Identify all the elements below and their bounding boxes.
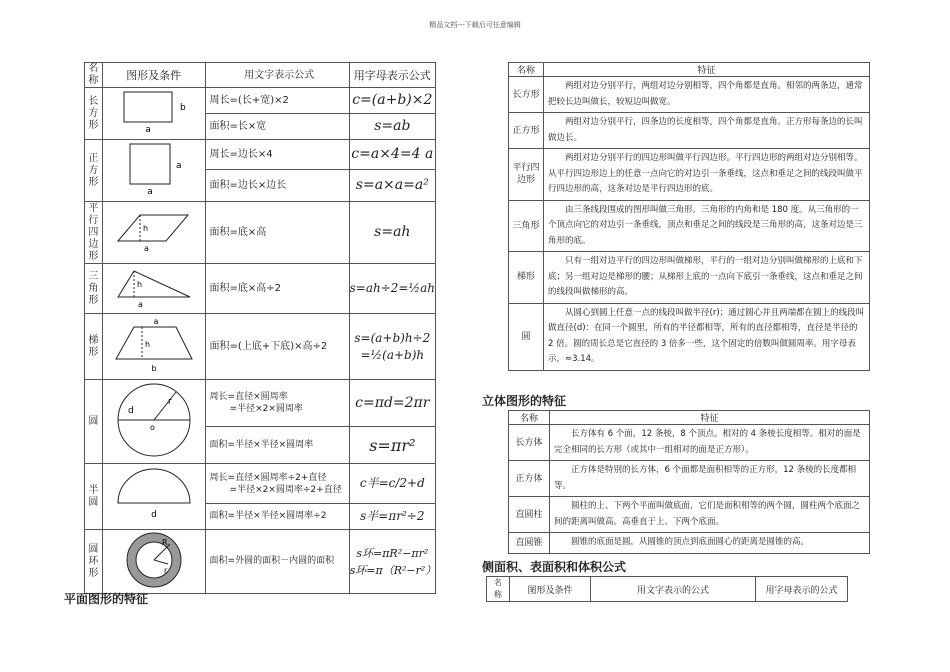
rect-area-formula: s=ab: [349, 114, 435, 140]
table-row: [509, 533, 870, 554]
semicircle-area-text: 面积=半径×半径×圆周率÷2: [205, 504, 349, 530]
square-area-formula: s=a×a=a²: [349, 170, 435, 202]
row-name: 正方体: [509, 461, 550, 497]
trapezoid-area-text: 面积=(上底+下底)×高÷2: [205, 314, 349, 380]
table-row: [509, 149, 870, 201]
table-header-row: [509, 63, 870, 77]
svg-text:h: h: [142, 224, 148, 233]
row-name: 圆: [509, 303, 544, 370]
header-feature: 特征: [544, 63, 870, 77]
row-desc: 两组对边分别平行，两组对边分别相等，四个角都是直角。相邻的两条边，通常把较长边叫做长，较短边叫做宽。: [544, 77, 870, 113]
row-desc: 长方体有 6 个面，12 条棱，8 个顶点。相对的 4 条棱长度相等。相对的面是完全相同的长方形（或其中一组相对的面是正方形）。: [550, 425, 870, 461]
parallelogram-area-text: 面积=底×高: [205, 202, 349, 264]
table-row: [85, 264, 436, 314]
table-row: [85, 140, 436, 170]
svg-text:b: b: [179, 103, 186, 113]
parallelogram-figure: [102, 202, 205, 264]
triangle-area-formula: s=ah÷2=½ah: [349, 264, 435, 314]
trapezoid-area-formula: s=(a+b)h÷2 =½(a+b)h: [349, 314, 435, 380]
row-name: 正方形: [509, 113, 544, 149]
circle-perimeter-formula: c=πd=2πr: [349, 380, 435, 427]
name-semicircle: 半 圆: [85, 464, 103, 530]
table-row: [509, 425, 870, 461]
area-formula-title: 侧面积、表面积和体积公式: [482, 560, 627, 574]
square-perimeter-formula: c=a×4=4 a: [349, 140, 435, 170]
table-row: [509, 77, 870, 113]
row-name: 直圆锥: [509, 533, 550, 554]
semicircle-area-formula: s半=πr²÷2: [349, 504, 435, 530]
circle-area-formula: s=πr²: [349, 427, 435, 464]
square-figure: [102, 140, 205, 202]
rect-perimeter-formula: c=(a+b)×2: [349, 88, 435, 114]
plane-feature-table: [508, 62, 870, 371]
table-row: [509, 252, 870, 304]
table-row: [509, 303, 870, 370]
parallelogram-area-formula: s=ah: [349, 202, 435, 264]
semicircle-figure: [102, 464, 205, 530]
svg-text:a: a: [153, 317, 159, 326]
ring-diagram: [104, 530, 204, 590]
header-name: 名 称: [487, 577, 510, 602]
row-desc: 正方体是特别的长方体，6 个面都是面积相等的正方形，12 条棱的长度都相等。: [550, 461, 870, 497]
table-row: [509, 200, 870, 252]
row-name: 梯形: [509, 252, 544, 304]
semicircle-perimeter-text: 周长=直径×圆周率÷2+直径 =半径×2×圆周率÷2+直径: [205, 464, 349, 504]
circle-diagram: [104, 380, 204, 460]
row-desc: 从圆心到圆上任意一点的线段叫做半径(r)；通过圆心并且两端都在圆上的线段叫做直径(d)：在同一个圆里，所有的半径都相等，所有的直径都相等，直径是半径的 2 倍。圆的周长总是它直径的 3 倍多一些，这个固定的倍数叫做圆周率。用字母表示，≈3.14。: [544, 303, 870, 370]
header-figure: 图形及条件: [510, 577, 591, 602]
svg-text:a: a: [137, 300, 143, 309]
table-row: [509, 461, 870, 497]
ring-area-text: 面积=外圆的面积－内圆的面积: [205, 530, 349, 594]
svg-text:b: b: [151, 364, 157, 373]
name-parallelogram: 平 行 四 边 形: [85, 202, 103, 264]
svg-text:a: a: [144, 125, 151, 135]
table-header-row: [85, 63, 436, 88]
table-row: [509, 497, 870, 533]
row-desc: 只有一组对边平行的四边形叫做梯形，平行的一组对边分别叫做梯形的上底和下底；另一组对边是梯形的腰；从梯形上底的一点向下底引一条垂线，这点和垂足之间的线段叫做梯形的高。: [544, 252, 870, 304]
trapezoid-figure: [102, 314, 205, 380]
table-row: [85, 88, 436, 114]
triangle-area-text: 面积=底×高÷2: [205, 264, 349, 314]
header-figure: 图形及条件: [102, 63, 205, 88]
name-rect: 长 方 形: [85, 88, 103, 140]
rect-figure: [102, 88, 205, 140]
svg-text:a: a: [146, 187, 153, 197]
row-name: 平行四边形: [509, 149, 544, 201]
semicircle-diagram: [104, 467, 204, 523]
svg-text:h: h: [144, 340, 150, 349]
header-name: 名称: [509, 63, 544, 77]
name-trapezoid: 梯 形: [85, 314, 103, 380]
triangle-figure: [102, 264, 205, 314]
ring-figure: [102, 530, 205, 594]
row-name: 直圆柱: [509, 497, 550, 533]
row-desc: 由三条线段围成的图形叫做三角形。三角形的内角和是 180 度。从三角形的一个顶点向它的对边引一条垂线，顶点和垂足之间的线段是三角形的高，这条对边是三角形的底。: [544, 200, 870, 252]
header-name: 名称: [509, 411, 550, 425]
name-square: 正 方 形: [85, 140, 103, 202]
rectangle-diagram: [104, 88, 204, 136]
ring-area-formula: s环=πR²−πr² s环=π（R²−r²）: [349, 530, 435, 594]
rect-area-text: 面积=长×宽: [205, 114, 349, 140]
row-desc: 圆锥的底面是圆，从圆锥的顶点到底面圆心的距离是圆锥的高。: [550, 533, 870, 554]
header-text-formula: 用文字表示的公式: [591, 577, 756, 602]
semicircle-perimeter-formula: c半=c/2+d: [349, 464, 435, 504]
svg-text:r: r: [167, 397, 172, 407]
header-note: 精品文档---下载后可任意编辑: [429, 21, 521, 29]
svg-text:h: h: [136, 280, 142, 289]
svg-text:a: a: [143, 244, 149, 253]
name-circle: 圆: [85, 380, 103, 464]
square-diagram: [104, 140, 204, 198]
plane-figure-title: 平面图形的特征: [64, 592, 149, 606]
svg-text:R: R: [161, 538, 168, 547]
table-row: [85, 202, 436, 264]
circle-area-text: 面积=半径×半径×圆周率: [205, 427, 349, 464]
svg-text:o: o: [149, 423, 155, 432]
header-letter-formula: 用字母表示的公式: [756, 577, 848, 602]
svg-text:a: a: [175, 161, 182, 171]
row-desc: 两组对边分别平行，四条边的长度相等，四个角都是直角。正方形每条边的长叫做边长。: [544, 113, 870, 149]
table-row: [85, 380, 436, 427]
trapezoid-diagram: [104, 315, 204, 375]
solid-figure-title: 立体图形的特征: [482, 394, 567, 408]
table-header-row: [509, 411, 870, 425]
row-desc: 两组对边分别平行的四边形叫做平行四边形。平行四边形的两组对边分别相等。从平行四边形边上的任意一点向它的对边引一条垂线，这点和垂足之间的线段叫做平行四边形的高，这条对边是平行四边形的底。: [544, 149, 870, 201]
row-name: 长方形: [509, 77, 544, 113]
area-formula-table: [486, 576, 848, 602]
table-row: [85, 530, 436, 594]
svg-text:r: r: [163, 566, 167, 575]
circle-figure: [102, 380, 205, 464]
table-header-row: [487, 577, 848, 602]
plane-formula-table: [84, 62, 436, 594]
solid-feature-table: [508, 410, 870, 554]
row-name: 三角形: [509, 200, 544, 252]
name-ring: 圆 环 形: [85, 530, 103, 594]
row-desc: 圆柱的上、下两个平面叫做底面，它们是面积相等的两个圆，圆柱两个底面之间的距离叫做高。高垂直于上、下两个底面。: [550, 497, 870, 533]
table-row: [509, 113, 870, 149]
triangle-diagram: [104, 265, 204, 309]
table-row: [85, 314, 436, 380]
header-feature: 特征: [550, 411, 870, 425]
square-area-text: 面积=边长×边长: [205, 170, 349, 202]
svg-text:d: d: [150, 510, 157, 520]
row-name: 长方体: [509, 425, 550, 461]
header-name: 名 称: [85, 63, 103, 88]
rect-perimeter-text: 周长=(长+宽)×2: [205, 88, 349, 114]
table-row: [85, 464, 436, 504]
header-text-formula: 用文字表示公式: [205, 63, 349, 88]
header-letter-formula: 用字母表示公式: [349, 63, 435, 88]
square-perimeter-text: 周长=边长×4: [205, 140, 349, 170]
name-triangle: 三 角 形: [85, 264, 103, 314]
parallelogram-diagram: [104, 209, 204, 253]
svg-text:d: d: [127, 406, 134, 416]
circle-perimeter-text: 周长=直径×圆周率 =半径×2×圆周率: [205, 380, 349, 427]
